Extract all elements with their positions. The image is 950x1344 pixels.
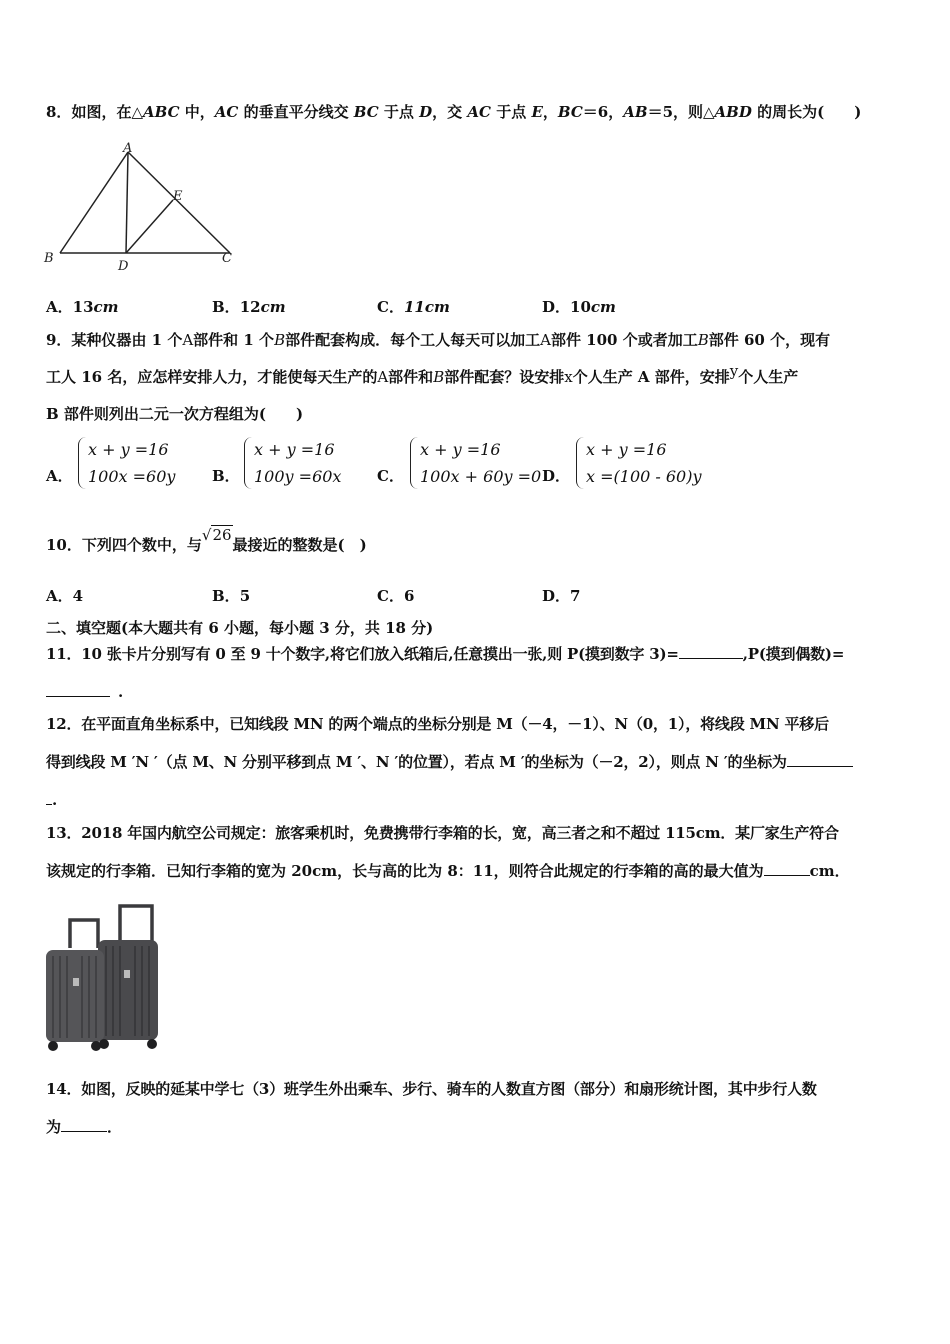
q9-d-eq2: x =(100 - 60)y: [586, 467, 702, 486]
q9-option-b-letter[interactable]: B．: [212, 467, 240, 485]
q8-option-c[interactable]: C．11cm: [377, 298, 450, 316]
q9-c-eq1: x + y =16: [420, 440, 501, 459]
q10-option-b[interactable]: B．5: [212, 587, 251, 605]
q8-stem: 8．如图，在△ABC 中，AC 的垂直平分线交 BC 于点 D，交 AC 于点 E，BC＝6，AB＝5，则△ABD 的周长为( ): [46, 103, 862, 121]
q9-a-eq1: x + y =16: [88, 440, 169, 459]
q9-line-1: 9．某种仪器由 1 个A部件和 1 个B部件配套构成．每个工人每天可以加工A部件 100 个或者加工B部件 60 个，现有: [46, 331, 831, 349]
q9-b-eq2: 100y =60x: [254, 467, 342, 486]
section-2-heading: 二、填空题(本大题共有 6 小题，每小题 3 分，共 18 分): [46, 619, 434, 637]
q9-option-c-letter[interactable]: C．: [377, 467, 404, 485]
label-a: A: [123, 141, 133, 156]
q14-blank[interactable]: [61, 1117, 107, 1132]
q11-line-1: 11．10 张卡片分别写有 0 至 9 十个数字,将它们放入纸箱后,任意摸出一张,则 P(摸到数字 3)= ,P(摸到偶数)=: [46, 645, 845, 663]
q11-blank-1[interactable]: [679, 644, 743, 659]
q9-option-d-system[interactable]: [576, 437, 716, 491]
q10-option-a[interactable]: A．4: [46, 587, 84, 605]
q14-line-2: 为 ．: [46, 1118, 123, 1136]
q12-line-3: .: [46, 790, 57, 810]
q9-a-eq2: 100x =60y: [88, 467, 176, 486]
q9-option-d-letter[interactable]: D．: [542, 467, 571, 485]
q12-blank[interactable]: [787, 752, 853, 767]
label-b: B: [44, 251, 54, 266]
q11-blank-2[interactable]: [46, 682, 110, 697]
q9-option-c-system[interactable]: [410, 437, 540, 491]
q8-option-d[interactable]: D．10cm: [542, 298, 616, 316]
q9-line-2: 工人 16 名，应怎样安排人力，才能使每天生产的A部件和B部件配套？设安排x个人生产 A 部件，安排y个人生产: [46, 362, 799, 386]
q9-option-a-system[interactable]: [78, 437, 188, 491]
q10-option-d[interactable]: D．7: [542, 587, 581, 605]
q10-stem: 10．下列四个数中，与√26最接近的整数是( ): [46, 526, 367, 554]
q11-line-2: .: [46, 682, 123, 702]
q9-option-a-letter[interactable]: A．: [46, 467, 73, 485]
q9-option-b-system[interactable]: [244, 437, 354, 491]
q9-line-3: B 部件则列出二元一次方程组为( ): [46, 405, 304, 423]
q9-c-eq2: 100x + 60y =0: [420, 467, 542, 486]
q12-line-2: 得到线段 M ′N ′（点 M、N 分别平移到点 M ′、N ′的位置），若点 M ′的坐标为（－2，2），则点 N ′的坐标为: [46, 752, 853, 772]
q12-line-1: 12．在平面直角坐标系中，已知线段 MN 的两个端点的坐标分别是 M（－4，－1）、N（0，1），将线段 MN 平移后: [46, 715, 829, 733]
q10-option-c[interactable]: C．6: [377, 587, 415, 605]
label-d: D: [118, 259, 129, 274]
suitcase-image: [40, 900, 170, 1055]
sqrt-26: √26: [201, 526, 232, 544]
q8-triangle-figure: [40, 140, 250, 275]
q8-option-b[interactable]: B．12cm: [212, 298, 286, 316]
q9-b-eq1: x + y =16: [254, 440, 335, 459]
q13-line-1: 13．2018 年国内航空公司规定：旅客乘机时，免费携带行李箱的长，宽，高三者之和不超过 115cm．某厂家生产符合: [46, 824, 839, 842]
q14-line-1: 14．如图，反映的延某中学七（3）班学生外出乘车、步行、骑车的人数直方图（部分）和扇形统计图，其中步行人数: [46, 1080, 817, 1098]
label-c: C: [222, 251, 232, 266]
label-e: E: [173, 189, 183, 204]
q9-d-eq1: x + y =16: [586, 440, 667, 459]
q13-blank[interactable]: [764, 861, 810, 876]
q13-line-2: 该规定的行李箱．已知行李箱的宽为 20cm，长与高的比为 8：11，则符合此规定的行李箱的高的最大值为 cm．: [46, 862, 850, 880]
q8-option-a[interactable]: A．13cm: [46, 298, 119, 316]
